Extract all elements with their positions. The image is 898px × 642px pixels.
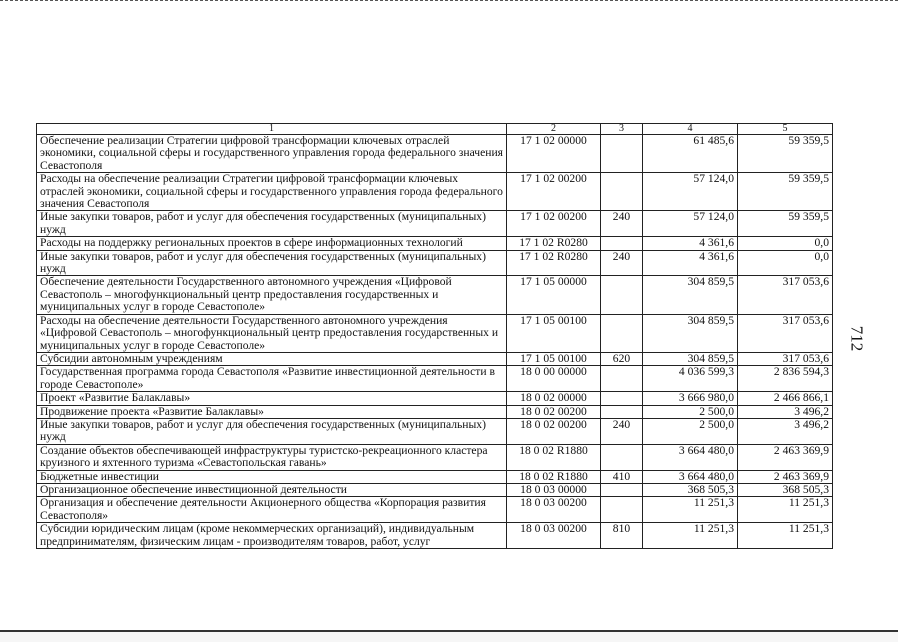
row-type-cell: 240 bbox=[601, 418, 643, 444]
row-name-cell: Проект «Развитие Балаклавы» bbox=[37, 392, 507, 405]
row-type-cell: 620 bbox=[601, 352, 643, 365]
row-value-2023-cell: 2 500,0 bbox=[643, 418, 738, 444]
row-name-cell: Организационное обеспечение инвестиционной деятельности bbox=[37, 483, 507, 496]
row-value-2024-cell: 2 466 866,1 bbox=[738, 392, 833, 405]
table-row bbox=[37, 352, 833, 365]
row-code-cell: 18 0 03 00200 bbox=[507, 497, 601, 523]
row-type-cell bbox=[601, 483, 643, 496]
row-value-2024-cell: 59 359,5 bbox=[738, 173, 833, 211]
table-row bbox=[37, 276, 833, 314]
row-value-2023-cell: 57 124,0 bbox=[643, 211, 738, 237]
row-value-2024-cell: 2 463 369,9 bbox=[738, 444, 833, 470]
row-value-2024-cell: 11 251,3 bbox=[738, 497, 833, 523]
table-row bbox=[37, 470, 833, 483]
row-code-cell: 17 1 02 00200 bbox=[507, 173, 601, 211]
row-type-cell bbox=[601, 392, 643, 405]
row-name-cell: Организация и обеспечение деятельности Акционерного общества «Корпорация развития Севастополя» bbox=[37, 497, 507, 523]
row-value-2023-cell: 3 664 480,0 bbox=[643, 470, 738, 483]
page-number: 712 bbox=[847, 325, 867, 352]
row-type-cell: 410 bbox=[601, 470, 643, 483]
row-value-2023-cell: 4 361,6 bbox=[643, 250, 738, 276]
table-row bbox=[37, 405, 833, 418]
table-row bbox=[37, 135, 833, 173]
row-value-2024-cell: 0,0 bbox=[738, 250, 833, 276]
row-type-cell bbox=[601, 497, 643, 523]
row-type-cell bbox=[601, 314, 643, 352]
row-name-cell: Обеспечение реализации Стратегии цифровой трансформации ключевых отраслей экономики, социальной сферы и государственного управления города федерального значения Севастополя bbox=[37, 135, 507, 173]
row-name-cell: Расходы на обеспечение реализации Стратегии цифровой трансформации ключевых отраслей экономики, социальной сферы и государственного управления города федерального значения Севастополя bbox=[37, 173, 507, 211]
table-body bbox=[37, 124, 833, 549]
row-name-cell: Субсидии автономным учреждениям bbox=[37, 352, 507, 365]
row-code-cell: 18 0 02 R1880 bbox=[507, 444, 601, 470]
row-code-cell: 18 0 02 00000 bbox=[507, 392, 601, 405]
row-type-cell bbox=[601, 366, 643, 392]
row-name-cell: Иные закупки товаров, работ и услуг для обеспечения государственных (муниципальных) нужд bbox=[37, 418, 507, 444]
row-value-2023-cell: 304 859,5 bbox=[643, 314, 738, 352]
row-value-2023-cell: 61 485,6 bbox=[643, 135, 738, 173]
table-row bbox=[37, 237, 833, 250]
budget-table bbox=[36, 123, 833, 549]
table-row bbox=[37, 392, 833, 405]
row-name-cell: Иные закупки товаров, работ и услуг для обеспечения государственных (муниципальных) нужд bbox=[37, 250, 507, 276]
row-name-cell: Обеспечение деятельности Государственного автономного учреждения «Цифровой Севастополь – многофункциональный центр предоставления государственных и муниципальных услуг в городе Севастополе» bbox=[37, 276, 507, 314]
row-value-2023-cell: 4 361,6 bbox=[643, 237, 738, 250]
row-code-cell: 17 1 02 00200 bbox=[507, 211, 601, 237]
row-value-2023-cell: 3 666 980,0 bbox=[643, 392, 738, 405]
row-name-cell: Бюджетные инвестиции bbox=[37, 470, 507, 483]
table-row bbox=[37, 366, 833, 392]
row-type-cell bbox=[601, 135, 643, 173]
row-type-cell: 240 bbox=[601, 250, 643, 276]
row-code-cell: 17 1 05 00100 bbox=[507, 352, 601, 365]
header-cell-4: 4 bbox=[643, 124, 738, 135]
row-code-cell: 18 0 02 00200 bbox=[507, 418, 601, 444]
row-type-cell bbox=[601, 237, 643, 250]
row-value-2024-cell: 3 496,2 bbox=[738, 405, 833, 418]
row-value-2023-cell: 4 036 599,3 bbox=[643, 366, 738, 392]
row-name-cell: Продвижение проекта «Развитие Балаклавы» bbox=[37, 405, 507, 418]
row-code-cell: 17 1 05 00000 bbox=[507, 276, 601, 314]
header-cell-1: 1 bbox=[37, 124, 507, 135]
row-code-cell: 18 0 03 00200 bbox=[507, 523, 601, 549]
row-code-cell: 18 0 03 00000 bbox=[507, 483, 601, 496]
table-row bbox=[37, 444, 833, 470]
row-type-cell bbox=[601, 444, 643, 470]
table-row bbox=[37, 314, 833, 352]
row-value-2023-cell: 368 505,3 bbox=[643, 483, 738, 496]
row-value-2024-cell: 3 496,2 bbox=[738, 418, 833, 444]
row-type-cell bbox=[601, 173, 643, 211]
row-code-cell: 18 0 00 00000 bbox=[507, 366, 601, 392]
table-header-row bbox=[37, 124, 833, 135]
row-name-cell: Расходы на обеспечение деятельности Государственного автономного учреждения «Цифровой Севастополь – многофункциональный центр предоставления государственных и муниципальных услуг в городе Севастополе» bbox=[37, 314, 507, 352]
row-name-cell: Субсидии юридическим лицам (кроме некоммерческих организаций), индивидуальным предпринимателям, физическим лицам - производителям товаров, работ, услуг bbox=[37, 523, 507, 549]
row-value-2024-cell: 317 053,6 bbox=[738, 276, 833, 314]
table-row bbox=[37, 483, 833, 496]
table-row bbox=[37, 418, 833, 444]
row-type-cell bbox=[601, 405, 643, 418]
header-cell-3: 3 bbox=[601, 124, 643, 135]
row-name-cell: Расходы на поддержку региональных проектов в сфере информационных технологий bbox=[37, 237, 507, 250]
scan-bottom-edge bbox=[0, 630, 898, 642]
row-name-cell: Создание объектов обеспечивающей инфраструктуры туристско-рекреационного кластера круизного и яхтенного туризма «Севастопольская гавань» bbox=[37, 444, 507, 470]
table-row bbox=[37, 497, 833, 523]
row-type-cell bbox=[601, 276, 643, 314]
row-name-cell: Государственная программа города Севастополя «Развитие инвестиционной деятельности в городе Севастополе» bbox=[37, 366, 507, 392]
row-type-cell: 240 bbox=[601, 211, 643, 237]
table-row bbox=[37, 211, 833, 237]
row-code-cell: 18 0 02 00200 bbox=[507, 405, 601, 418]
row-code-cell: 17 1 02 00000 bbox=[507, 135, 601, 173]
row-value-2023-cell: 3 664 480,0 bbox=[643, 444, 738, 470]
row-value-2024-cell: 368 505,3 bbox=[738, 483, 833, 496]
row-value-2024-cell: 317 053,6 bbox=[738, 352, 833, 365]
row-code-cell: 18 0 02 R1880 bbox=[507, 470, 601, 483]
row-type-cell: 810 bbox=[601, 523, 643, 549]
table-row bbox=[37, 173, 833, 211]
row-value-2023-cell: 2 500,0 bbox=[643, 405, 738, 418]
row-value-2024-cell: 59 359,5 bbox=[738, 211, 833, 237]
header-cell-5: 5 bbox=[738, 124, 833, 135]
row-value-2024-cell: 2 463 369,9 bbox=[738, 470, 833, 483]
scan-top-edge bbox=[0, 0, 898, 3]
row-name-cell: Иные закупки товаров, работ и услуг для обеспечения государственных (муниципальных) нужд bbox=[37, 211, 507, 237]
table-row bbox=[37, 523, 833, 549]
row-value-2024-cell: 0,0 bbox=[738, 237, 833, 250]
row-value-2023-cell: 57 124,0 bbox=[643, 173, 738, 211]
row-code-cell: 17 1 02 R0280 bbox=[507, 237, 601, 250]
row-value-2023-cell: 304 859,5 bbox=[643, 276, 738, 314]
row-value-2024-cell: 317 053,6 bbox=[738, 314, 833, 352]
row-value-2024-cell: 59 359,5 bbox=[738, 135, 833, 173]
row-value-2024-cell: 2 836 594,3 bbox=[738, 366, 833, 392]
header-cell-2: 2 bbox=[507, 124, 601, 135]
table-row bbox=[37, 250, 833, 276]
row-code-cell: 17 1 02 R0280 bbox=[507, 250, 601, 276]
row-value-2023-cell: 11 251,3 bbox=[643, 497, 738, 523]
row-value-2024-cell: 11 251,3 bbox=[738, 523, 833, 549]
row-code-cell: 17 1 05 00100 bbox=[507, 314, 601, 352]
row-value-2023-cell: 11 251,3 bbox=[643, 523, 738, 549]
row-value-2023-cell: 304 859,5 bbox=[643, 352, 738, 365]
